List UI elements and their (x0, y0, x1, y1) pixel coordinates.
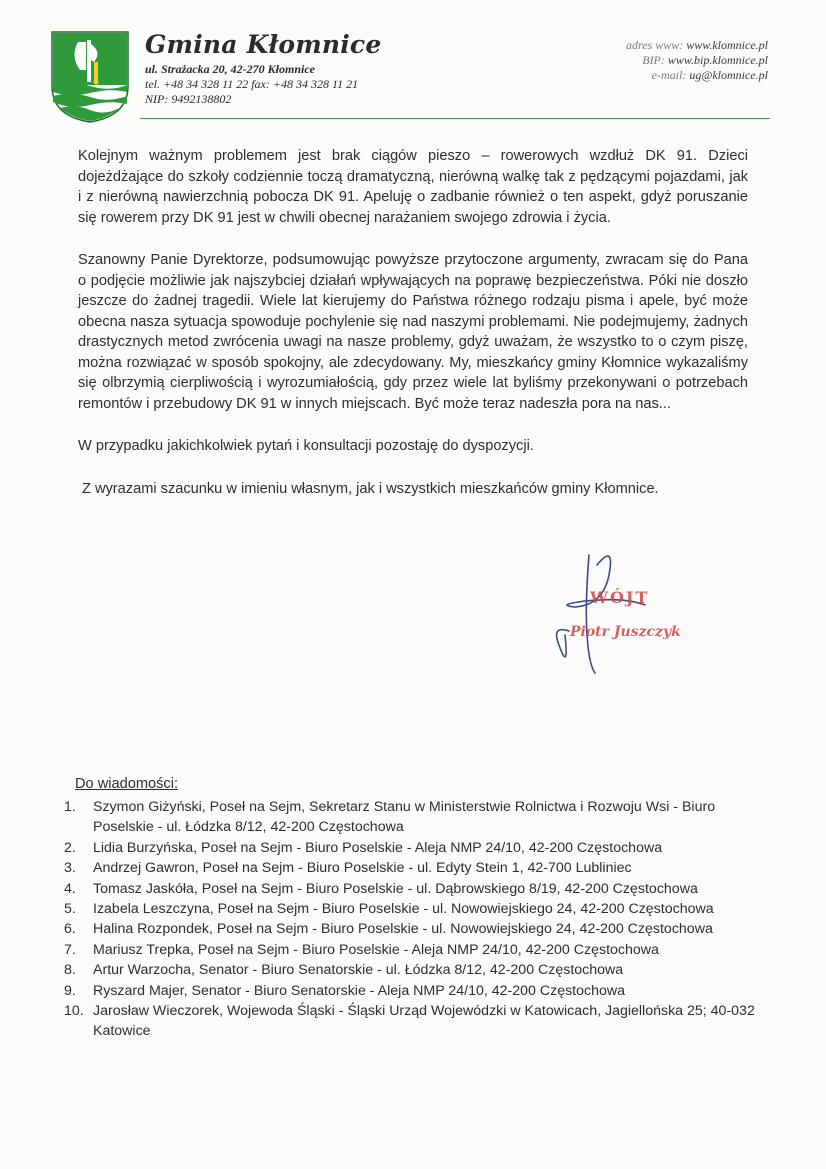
org-address (145, 62, 358, 107)
item-text: Ryszard Majer, Senator - Biuro Senatorskie - Aleja NMP 24/10, 42-200 Częstochowa (93, 982, 626, 999)
letter-body (78, 146, 748, 521)
header-divider (140, 118, 770, 119)
list-item (64, 960, 764, 980)
item-number: 7. (64, 941, 76, 958)
item-number: 8. (64, 962, 76, 979)
phone-fax: tel. +48 34 328 11 22 fax: +48 34 328 11 21 (145, 77, 359, 91)
email-link[interactable]: ug@klomnice.pl (689, 68, 768, 82)
street-address: ul. Strażacka 20, 42-270 Kłomnice (145, 62, 316, 76)
www-link[interactable]: www.klomnice.pl (686, 38, 768, 52)
list-item (64, 879, 764, 899)
stamp-title: WÓJT (590, 588, 650, 607)
item-text: Jarosław Wieczorek, Wojewoda Śląski - Śląski Urząd Wojewódzki w Katowicach, Jagiellońska 25; 40-032 Katowice (93, 1003, 755, 1040)
item-number: 10. (64, 1003, 84, 1020)
bip-line (626, 53, 768, 68)
item-number: 6. (64, 921, 76, 938)
bip-link[interactable]: www.bip.klomnice.pl (667, 53, 768, 67)
nip-number: NIP: 9492138802 (145, 92, 232, 106)
www-label: adres www: (625, 38, 684, 52)
item-text: Mariusz Trepka, Poseł na Sejm - Biuro Poselskie - Aleja NMP 24/10, 42-200 Częstochowa (93, 941, 659, 958)
paragraph: Szanowny Panie Dyrektorze, podsumowując powyższe przytoczone argumenty, zwracam się do Pana o podjęcie możliwie jak najszybciej działań wpływających na poprawę bezpieczeństwa. Póki nie doszło jeszcze do żadnej tragedii. Wiele lat kierujemy do Państwa różnego rodzaju pisma i apele, być może obecna nasza sytuacja spowoduje pochylenie się nad naszymi problemami. Nie podejmujemy, żadnych drastycznych metod zwrócenia uwagi na nasze problemy, gdyż uważam, że wszystko to o czym piszę, można rozwiązać w sposób spokojny, ale zdecydowany. My, mieszkańcy gminy Kłomnice wykazaliśmy się olbrzymią cierpliwością i wyrozumiałością, gdy przez wiele lat byliśmy przekonywani o potrzebach remontów i przebudowy DK 91 w innych miejscach. Być może teraz nadeszła pora na nas... (78, 252, 748, 412)
list-item (64, 797, 764, 838)
list-item (64, 858, 764, 878)
www-line (626, 38, 768, 53)
bip-label: BIP: (642, 53, 665, 67)
item-number: 4. (64, 880, 76, 897)
org-name: Gmina Kłomnice (145, 30, 382, 59)
item-text: Artur Warzocha, Senator - Biuro Senatorskie - ul. Łódzka 8/12, 42-200 Częstochowa (93, 962, 624, 979)
closing-line: Z wyrazami szacunku w imieniu własnym, jak i wszystkich mieszkańców gminy Kłomnice. (82, 480, 659, 497)
email-line (626, 68, 768, 83)
item-number: 1. (64, 799, 76, 815)
paragraph: W przypadku jakichkolwiek pytań i konsultacji pozostaję do dyspozycji. (78, 438, 534, 454)
email-label: e-mail: (651, 68, 687, 82)
list-item (64, 1001, 764, 1042)
list-item (64, 981, 764, 1001)
item-text: Andrzej Gawron, Poseł na Sejm - Biuro Poselskie - ul. Edyty Stein 1, 42-700 Lubliniec (93, 860, 632, 877)
contact-info (626, 38, 768, 83)
item-text: Halina Rozpondek, Poseł na Sejm - Biuro Poselskie - ul. Nowowiejskiego 24, 42-200 Częstochowa (93, 921, 713, 938)
item-text: Izabela Leszczyna, Poseł na Sejm - Biuro Poselskie - ul. Nowowiejskiego 24, 42-200 Częstochowa (93, 901, 714, 918)
list-item (64, 838, 764, 858)
list-item (64, 919, 764, 939)
item-text: Szymon Giżyński, Poseł na Sejm, Sekretarz Stanu w Ministerstwie Rolnictwa i Rozwoju Wsi - Biuro Poselskie - ul. Łódzka 8/12, 42-200 Częstochowa (93, 799, 716, 836)
item-number: 5. (64, 901, 76, 918)
paragraph: Kolejnym ważnym problemem jest brak ciągów pieszo – rowerowych wzdłuż DK 91. Dzieci dojeżdżające do szkoły codziennie toczą dramatyczną, nierówną walkę tak z pędzącymi pojazdami, jak i z nierówną nawierzchnią pobocza DK 91. Apeluję o zadbanie również o ten aspekt, gdyż poruszanie się rowerem przy DK 91 jest w chwili obecnej narażaniem swojego zdrowia i życia. (78, 148, 748, 226)
coat-of-arms-icon (50, 30, 130, 124)
item-text: Lidia Burzyńska, Poseł na Sejm - Biuro Poselskie - Aleja NMP 24/10, 42-200 Częstochowa (93, 839, 663, 856)
item-text: Tomasz Jaskóła, Poseł na Sejm - Biuro Poselskie - ul. Dąbrowskiego 8/19, 42-200 Częstochowa (93, 880, 698, 897)
cc-list (64, 797, 764, 1042)
stamp-name: Piotr Juszczyk (570, 624, 681, 640)
item-number: 3. (64, 860, 76, 877)
cc-heading: Do wiadomości: (75, 776, 179, 792)
item-number: 2. (64, 839, 76, 856)
list-item (64, 899, 764, 919)
list-item (64, 940, 764, 960)
handwritten-signature (545, 545, 705, 685)
item-number: 9. (64, 982, 76, 999)
